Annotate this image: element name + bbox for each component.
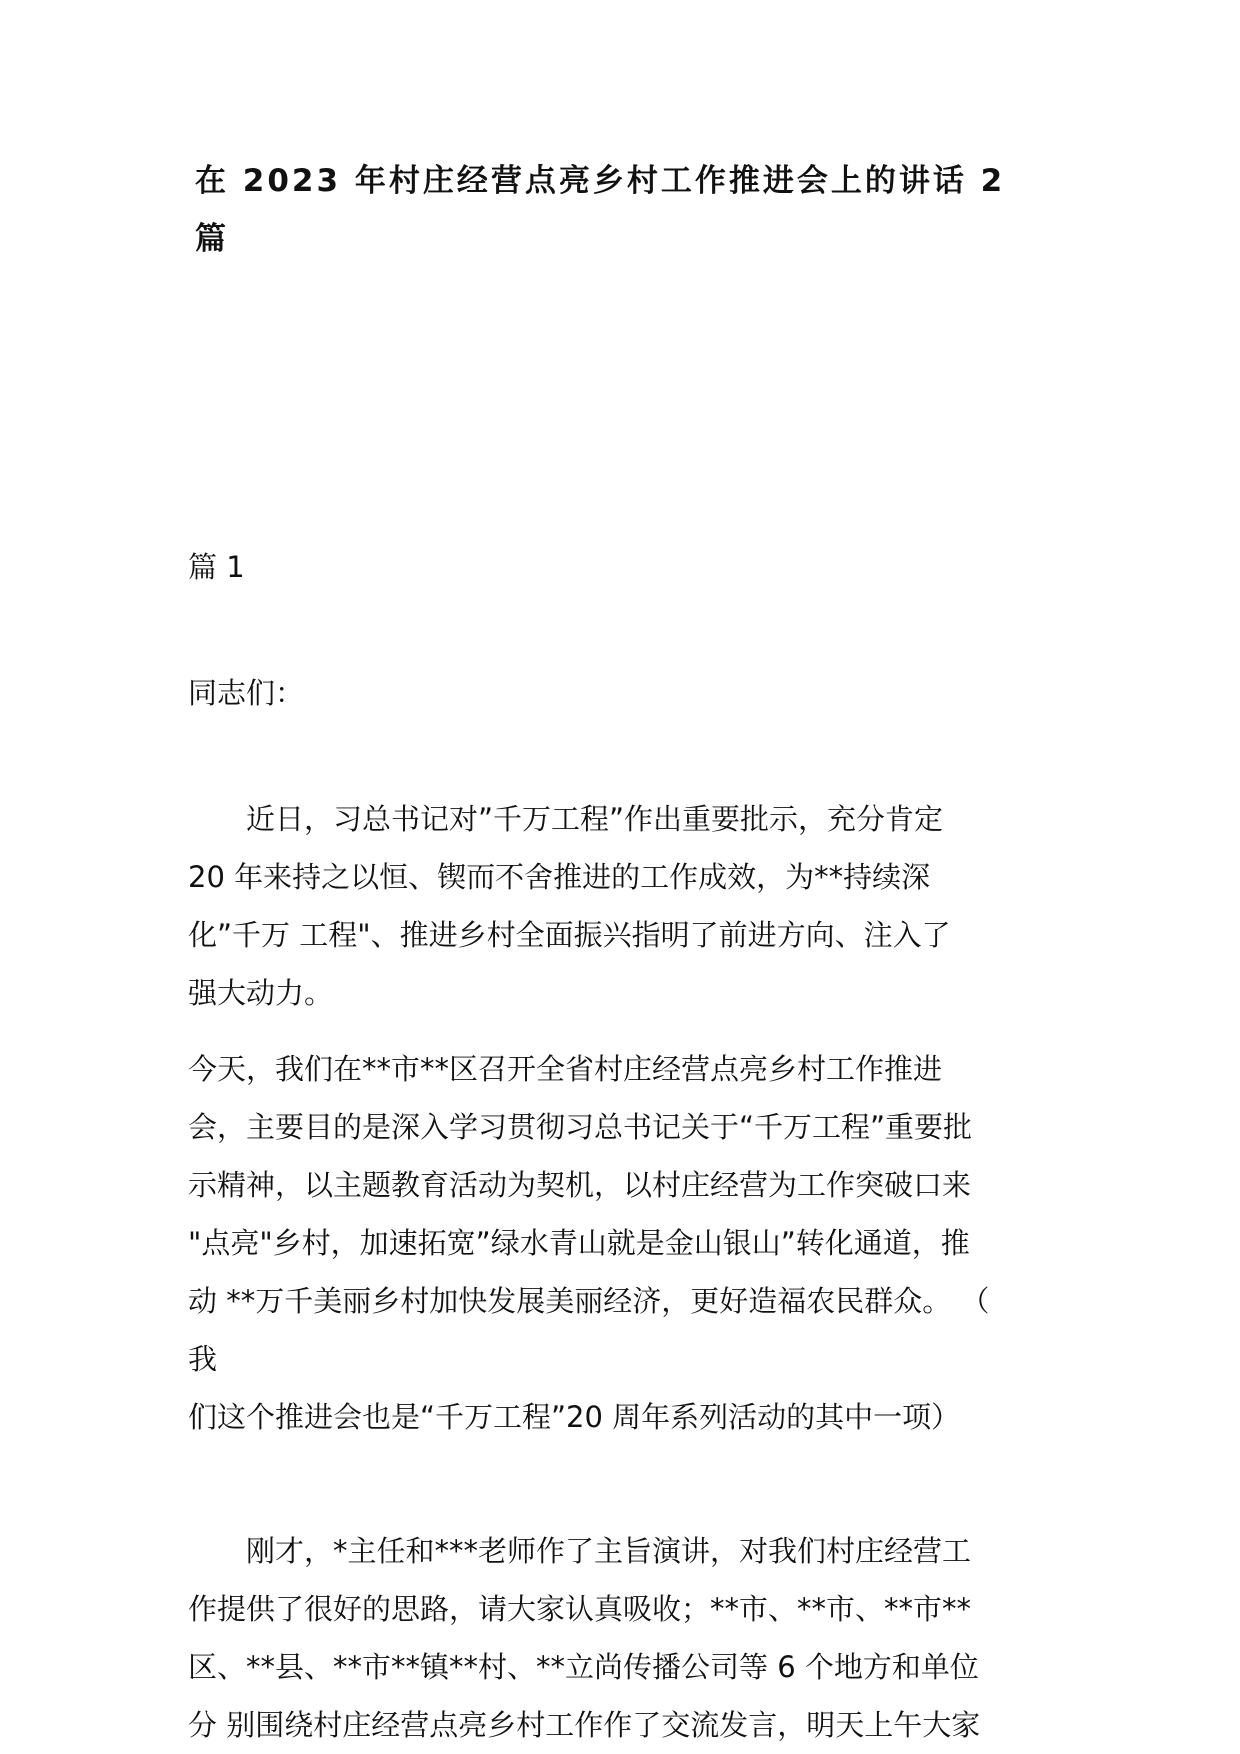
paragraph-line: 区、**县、**市**镇**村、**立尚传播公司等 6 个地方和单位 [188, 1650, 979, 1684]
paragraph-line: 示精神，以主题教育活动为契机，以村庄经营为工作突破口来 [188, 1168, 972, 1202]
salutation: 同志们： [188, 676, 305, 710]
paragraph-line: 会，主要目的是深入学习贯彻习总书记关于“千万工程”重要批 [188, 1110, 973, 1144]
title-line-1: 在 2023 年村庄经营点亮乡村工作推进会上的讲话 2 [195, 163, 1006, 199]
paragraph-line: 刚才，*主任和***老师作了主旨演讲，对我们村庄经营工 [188, 1534, 972, 1568]
section-heading: 篇 1 [188, 550, 245, 584]
paragraph-line: 作提供了很好的思路，请大家认真吸收；**市、**市、**市** [188, 1592, 972, 1626]
paragraph-1 [188, 790, 1068, 1022]
paragraph-line: 20 年来持之以恒、锲而不舍推进的工作成效，为**持续深 [188, 860, 931, 894]
paragraph-line: 分 别围绕村庄经营点亮乡村工作作了交流发言，明天上午大家 [188, 1708, 981, 1742]
paragraph-line: "点亮"乡村，加速拓宽”绿水青山就是金山银山”转化通道，推 [188, 1226, 970, 1260]
paragraph-2 [188, 1040, 1068, 1446]
document-title [195, 160, 1055, 276]
paragraph-line: 强大动力。 [188, 976, 334, 1010]
paragraph-line: 近日，习总书记对”千万工程”作出重要批示，充分肯定 [188, 802, 944, 836]
paragraph-line: 我 [188, 1342, 218, 1376]
paragraph-3 [188, 1522, 1068, 1754]
paragraph-line: 动 **万千美丽乡村加快发展美丽经济，更好造福农民群众。 （ [188, 1284, 990, 1318]
paragraph-line: 化”千万 工程"、推进乡村全面振兴指明了前进方向、注入了 [188, 918, 951, 952]
paragraph-line: 们这个推进会也是“千万工程”20 周年系列活动的其中一项） [188, 1400, 961, 1434]
paragraph-line: 今天，我们在**市**区召开全省村庄经营点亮乡村工作推进 [188, 1052, 943, 1086]
title-line-2: 篇 [195, 221, 229, 257]
